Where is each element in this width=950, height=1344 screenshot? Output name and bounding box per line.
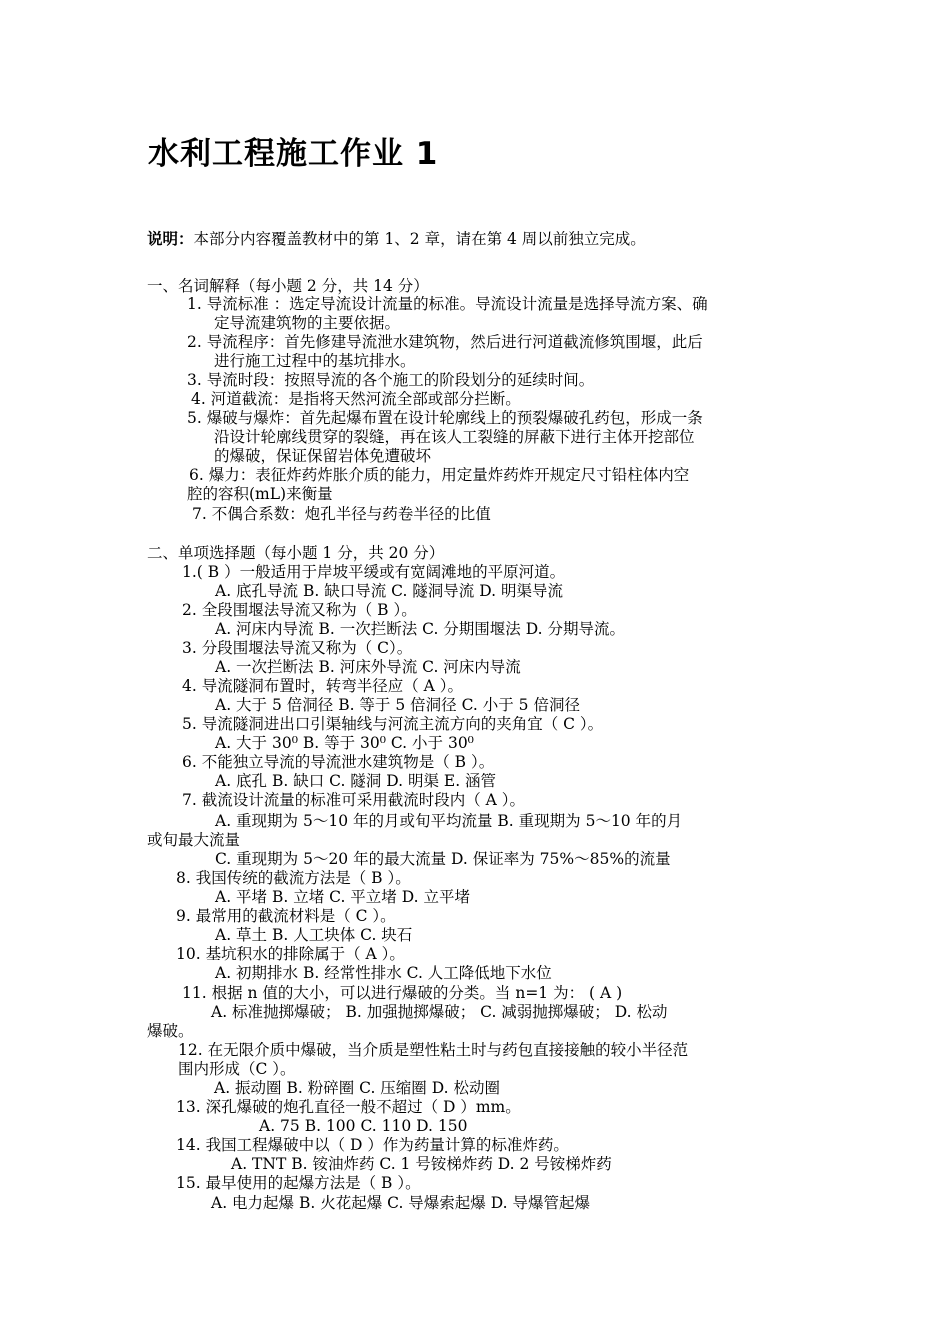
question-options: C. 重现期为 5～20 年的最大流量 D. 保证率为 75%～85%的流量 [215,850,671,868]
section-2-heading: 二、单项选择题（每小题 1 分，共 20 分） [147,544,445,562]
question-options: A. 标准抛掷爆破； B. 加强抛掷爆破； C. 减弱抛掷爆破； D. 松动 [211,1003,668,1021]
term-item: 1. 导流标准 ：选定导流设计流量的标准。导流设计流量是选择导流方案、确 [187,295,708,313]
instructions-text: 本部分内容覆盖教材中的第 1、2 章，请在第 4 周以前独立完成。 [193,230,646,248]
question-line: 3. 分段围堰法导流又称为（ C）。 [182,639,413,657]
question-line: 8. 我国传统的截流方法是（ B ）。 [176,869,411,887]
question-options: A. 一次拦断法 B. 河床外导流 C. 河床内导流 [215,658,521,676]
term-item: 7. 不偶合系数：炮孔半径与药卷半径的比值 [192,505,491,523]
term-item: 的爆破，保证保留岩体免遭破坏 [214,447,432,465]
question-line: 10. 基坑积水的排除属于（ A ）。 [176,945,405,963]
question-line: 6. 不能独立导流的导流泄水建筑物是（ B ）。 [182,753,495,771]
question-options: A. 重现期为 5～10 年的月或旬平均流量 B. 重现期为 5～10 年的月 [215,812,683,830]
question-line: 9. 最常用的截流材料是（ C ）。 [176,907,396,925]
question-line: 2. 全段围堰法导流又称为（ B ）。 [182,601,417,619]
question-options: A. 75 B. 100 C. 110 D. 150 [259,1117,468,1135]
term-item: 定导流建筑物的主要依据。 [214,314,401,332]
term-item: 沿设计轮廓线贯穿的裂缝，再在该人工裂缝的屏蔽下进行主体开挖部位 [214,428,695,446]
question-options: A. 草土 B. 人工块体 C. 块石 [215,926,413,944]
term-item: 进行施工过程中的基坑排水。 [214,352,416,370]
question-options: A. 河床内导流 B. 一次拦断法 C. 分期围堰法 D. 分期导流。 [215,620,625,638]
term-item: 2. 导流程序：首先修建导流泄水建筑物，然后进行河道截流修筑围堰，此后 [187,333,703,351]
term-item: 腔的容积(mL)来衡量 [187,485,333,503]
instructions-label: 说明： [147,230,194,248]
term-item: 6. 爆力：表征炸药炸胀介质的能力，用定量炸药炸开规定尺寸铅柱体内空 [189,466,690,484]
question-line: 围内形成（C ）。 [178,1060,296,1078]
term-item: 4. 河道截流：是指将天然河流全部或部分拦断。 [191,390,521,408]
question-options: A. 电力起爆 B. 火花起爆 C. 导爆索起爆 D. 导爆管起爆 [211,1194,590,1212]
term-item: 5. 爆破与爆炸：首先起爆布置在设计轮廓线上的预裂爆破孔药包，形成一条 [187,409,703,427]
term-item: 3. 导流时段：按照导流的各个施工的阶段划分的延续时间。 [187,371,595,389]
question-options: A. 平堵 B. 立堵 C. 平立堵 D. 立平堵 [215,888,470,906]
question-line: 11. 根据 n 值的大小，可以进行爆破的分类。当 n=1 为： ( A ) [182,984,623,1002]
question-line: 5. 导流隧洞进出口引渠轴线与河流主流方向的夹角宜（ C ）。 [182,715,604,733]
page-title: 水利工程施工作业 1 [148,136,439,172]
question-line: 1.( B ）一般适用于岸坡平缓或有宽阔滩地的平原河道。 [182,563,566,581]
question-line: 4. 导流隧洞布置时，转弯半径应（ A ）。 [182,677,464,695]
question-line: 12. 在无限介质中爆破，当介质是塑性粘土时与药包直接接触的较小半径范 [178,1041,689,1059]
question-line: 13. 深孔爆破的炮孔直径一般不超过（ D ）mm。 [176,1098,521,1116]
question-line: 15. 最早使用的起爆方法是（ B ）。 [176,1174,421,1192]
question-options: A. 振动圈 B. 粉碎圈 C. 压缩圈 D. 松动圈 [214,1079,500,1097]
question-line: 7. 截流设计流量的标准可采用截流时段内（ A ）。 [182,791,526,809]
section-1-heading: 一、名词解释（每小题 2 分，共 14 分） [147,277,429,295]
question-options: A. 初期排水 B. 经常性排水 C. 人工降低地下水位 [215,964,552,982]
question-options: A. 大于 5 倍洞径 B. 等于 5 倍洞径 C. 小于 5 倍洞径 [215,696,580,714]
question-options: A. 大于 30⁰ B. 等于 30⁰ C. 小于 30⁰ [215,734,474,752]
question-options: 爆破。 [147,1022,194,1040]
question-line: 14. 我国工程爆破中以（ D ）作为药量计算的标准炸药。 [176,1136,569,1154]
question-options: 或旬最大流量 [147,831,241,849]
instructions [147,230,646,249]
question-options: A. 底孔 B. 缺口 C. 隧洞 D. 明渠 E. 涵管 [215,772,497,790]
question-options: A. 底孔导流 B. 缺口导流 C. 隧洞导流 D. 明渠导流 [215,582,563,600]
question-options: A. TNT B. 铵油炸药 C. 1 号铵梯炸药 D. 2 号铵梯炸药 [231,1155,612,1173]
